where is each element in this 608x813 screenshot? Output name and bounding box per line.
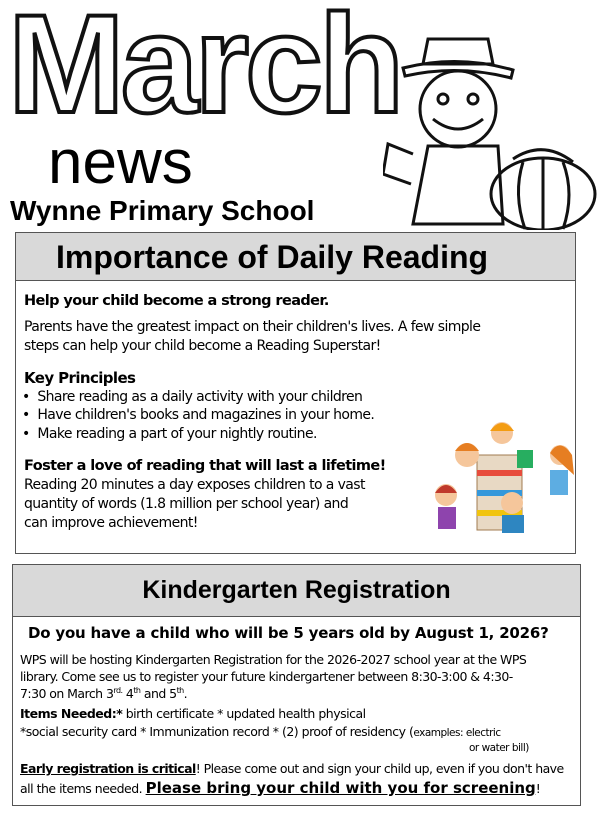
items-needed-line (20, 725, 501, 739)
bullet-item: • Make reading a part of your nightly routine. (22, 426, 317, 442)
reading-intro-line: Parents have the greatest impact on their children's lives. A few simple (24, 319, 481, 335)
reading-body-line: can improve achievement! (24, 515, 198, 531)
dates-text: 4 (122, 686, 134, 701)
masthead-subtitle: news (48, 128, 193, 197)
kindergarten-header: Kindergarten Registration (13, 565, 580, 617)
masthead-title: March (8, 0, 401, 142)
kindergarten-dates-line (20, 687, 187, 701)
items-text: birth certificate * updated health physical (122, 706, 366, 721)
reading-body-line: quantity of words (1.8 million per school year) and (24, 496, 349, 512)
early-registration-text: ! Please come out and sign your child up, even if you don't have (195, 761, 564, 776)
early-registration-label: Early registration is critical (20, 761, 196, 776)
kindergarten-paragraph-line: WPS will be hosting Kindergarten Registration for the 2026-2027 school year at the WPS (20, 652, 527, 667)
items-label: Items Needed:* (20, 706, 123, 721)
early-registration-line (20, 762, 564, 776)
screening-line (20, 780, 540, 797)
reading-heading-1: Help your child become a strong reader. (24, 293, 329, 309)
items-text: *social security card * Immunization record * (2) proof of residency ( (20, 724, 414, 739)
kindergarten-question: Do you have a child who will be 5 years old by August 1, 2026? (28, 624, 549, 642)
reading-heading-3: Foster a love of reading that will last a lifetime! (24, 458, 386, 474)
reading-header: Importance of Daily Reading (16, 233, 575, 281)
children-reading-illustration (432, 415, 578, 545)
school-name: Wynne Primary School (10, 195, 315, 226)
items-examples: or water bill) (469, 742, 529, 754)
ordinal: rd. (113, 686, 123, 695)
leprechaun-illustration (383, 34, 598, 230)
kindergarten-paragraph-line: library. Come see us to register your future kindergartener between 8:30-3:00 & 4:30- (20, 669, 513, 684)
screening-text: all the items needed. (20, 781, 146, 796)
bullet-text: Make reading a part of your nightly routine. (37, 426, 317, 442)
reading-intro-line: steps can help your child become a Reading Superstar! (24, 338, 381, 354)
items-examples: examples: electric (413, 727, 501, 739)
bullet-item: • Share reading as a daily activity with your children (22, 389, 363, 405)
bullet-item: • Have children's books and magazines in your home. (22, 407, 375, 423)
items-needed-line (20, 707, 366, 721)
dates-text: 7:30 on March 3 (20, 686, 114, 701)
screening-text: ! (535, 781, 541, 796)
reading-heading-2: Key Principles (24, 369, 136, 387)
screening-emphasis: Please bring your child with you for screening (145, 779, 536, 797)
bullet-text: Share reading as a daily activity with your children (37, 389, 363, 405)
bullet-text: Have children's books and magazines in your home. (37, 407, 375, 423)
reading-body-line: Reading 20 minutes a day exposes children to a vast (24, 477, 365, 493)
dates-text: . (183, 686, 188, 701)
dates-text: and 5 (140, 686, 177, 701)
ordinal: th (133, 686, 141, 695)
ordinal: th (176, 686, 184, 695)
